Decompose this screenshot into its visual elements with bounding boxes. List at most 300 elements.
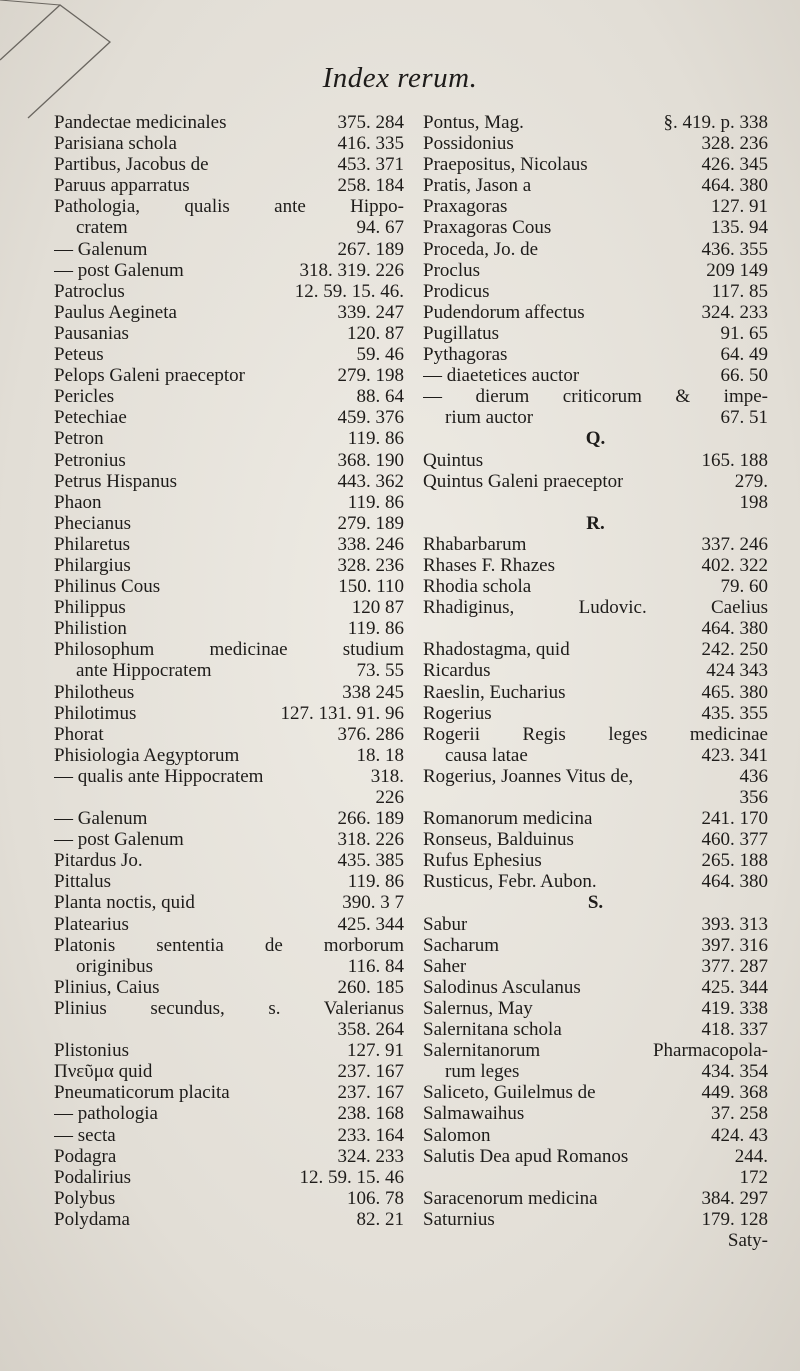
entry-page-refs: 127. 91 xyxy=(347,1040,404,1062)
index-entry xyxy=(423,576,768,597)
index-entry xyxy=(54,618,404,639)
entry-term: Possidonius xyxy=(423,133,514,155)
index-entry xyxy=(423,1019,768,1040)
index-entry xyxy=(54,745,404,766)
entry-term: cratem xyxy=(76,217,128,239)
entry-page-refs: 244. xyxy=(734,1145,768,1167)
entry-page-refs: 88. 64 xyxy=(356,386,404,408)
entry-term: Salomon xyxy=(423,1124,491,1146)
entry-term: Paulus Aegineta xyxy=(54,301,177,323)
entry-page-refs: 416. 335 xyxy=(337,133,404,155)
entry-term: Pneumaticorum placita xyxy=(54,1082,230,1104)
index-entry xyxy=(423,639,768,660)
entry-page-refs: 324. 233 xyxy=(701,301,768,323)
index-entry xyxy=(54,239,404,260)
entry-term: — post Galenum xyxy=(54,829,184,851)
entry-term: Philotheus xyxy=(54,681,135,703)
entry-page-refs: 390. 3 7 xyxy=(342,892,404,914)
entry-page-refs: 18. 18 xyxy=(356,744,404,766)
entry-page-refs: 418. 337 xyxy=(701,1019,768,1041)
entry-page-refs: 368. 190 xyxy=(337,449,404,471)
entry-page-refs: 419. 338 xyxy=(701,997,768,1019)
entry-term: Praxagoras Cous xyxy=(423,217,552,239)
index-entry xyxy=(54,365,404,386)
index-entry xyxy=(54,1082,404,1103)
entry-term: Plinius secundus, s. Valerianus xyxy=(54,997,404,1019)
entry-term: — qualis ante Hippocratem xyxy=(54,765,264,787)
entry-page-refs: 117. 85 xyxy=(711,280,768,302)
index-entry xyxy=(423,281,768,302)
entry-term: Pudendorum affectus xyxy=(423,301,585,323)
entry-term: — pathologia xyxy=(54,1103,158,1125)
entry-term: Rhabarbarum xyxy=(423,533,527,555)
entry-term: Paruus apparratus xyxy=(54,175,190,197)
entry-page-refs: 179. 128 xyxy=(701,1208,768,1230)
index-entry xyxy=(54,1188,404,1209)
entry-term: Praxagoras xyxy=(423,196,508,218)
entry-term: Ronseus, Balduinus xyxy=(423,829,574,851)
entry-page-refs: 165. 188 xyxy=(701,449,768,471)
index-entry xyxy=(54,1125,404,1146)
entry-term: Rogerius, Joannes Vitus de, xyxy=(423,765,634,787)
entry-term: Pontus, Mag. xyxy=(423,112,524,133)
entry-page-refs: 237. 167 xyxy=(337,1082,404,1104)
entry-term: Quintus xyxy=(423,449,484,471)
index-entry xyxy=(423,998,768,1019)
entry-page-refs: 465. 380 xyxy=(701,681,768,703)
entry-page-refs: 435. 385 xyxy=(337,850,404,872)
index-entry xyxy=(423,386,768,407)
entry-page-refs: 12. 59. 15. 46. xyxy=(294,280,404,302)
entry-term: Philargius xyxy=(54,554,131,576)
entry-page-refs: 116. 84 xyxy=(347,955,404,977)
entry-page-refs: 358. 264 xyxy=(337,1019,404,1041)
entry-page-refs: 79. 60 xyxy=(720,576,768,598)
entry-term: Proclus xyxy=(423,259,480,281)
entry-page-refs: 328. 236 xyxy=(701,133,768,155)
entry-term: Rhadiginus, Ludovic. Caelius xyxy=(423,597,768,619)
section-letter xyxy=(423,892,768,913)
entry-term: — diaetetices auctor xyxy=(423,365,580,387)
entry-term: — post Galenum xyxy=(54,259,184,281)
entry-term: Pelops Galeni praeceptor xyxy=(54,365,245,387)
index-entry xyxy=(54,787,404,808)
entry-page-refs: 237. 167 xyxy=(337,1061,404,1083)
entry-term: Proceda, Jo. de xyxy=(423,238,539,260)
entry-term: Rhadostagma, quid xyxy=(423,639,570,661)
entry-page-refs: 443. 362 xyxy=(337,470,404,492)
entry-page-refs: 434. 354 xyxy=(701,1061,768,1083)
index-entry xyxy=(423,787,768,808)
index-entry xyxy=(54,534,404,555)
entry-page-refs: 436. 355 xyxy=(701,238,768,260)
entry-term: Polydama xyxy=(54,1208,130,1230)
index-entry xyxy=(423,871,768,892)
index-entry xyxy=(54,682,404,703)
index-entry xyxy=(54,407,404,428)
entry-page-refs: 356 xyxy=(739,787,768,808)
index-entry xyxy=(423,766,768,787)
entry-term: Salernitanorum Pharmacopola- xyxy=(423,1040,768,1062)
entry-term: Plinius, Caius xyxy=(54,976,160,998)
entry-page-refs: 226 xyxy=(375,787,404,808)
entry-term: Πνεῦμα quid xyxy=(54,1061,153,1083)
index-entry xyxy=(423,724,768,745)
entry-term: Pandectae medicinales xyxy=(54,112,227,133)
index-entry xyxy=(423,175,768,196)
index-entry xyxy=(54,724,404,745)
entry-page-refs: 198 xyxy=(739,491,768,513)
index-entry xyxy=(423,1040,768,1061)
index-entry xyxy=(54,1061,404,1082)
entry-term: — Galenum xyxy=(54,808,148,830)
entry-term: Philippus xyxy=(54,597,126,619)
entry-page-refs: 120. 87 xyxy=(347,322,404,344)
index-entry xyxy=(423,1125,768,1146)
entry-term: Pythagoras xyxy=(423,344,508,366)
entry-page-refs: 453. 371 xyxy=(337,154,404,176)
index-entry xyxy=(54,260,404,281)
entry-page-refs: 119. 86 xyxy=(347,618,404,640)
entry-page-refs: 12. 59. 15. 46 xyxy=(299,1166,404,1188)
entry-page-refs: 279. xyxy=(734,470,768,492)
index-entry xyxy=(54,302,404,323)
entry-page-refs: 338. 246 xyxy=(337,533,404,555)
entry-page-refs: 339. 247 xyxy=(337,301,404,323)
entry-page-refs: 238. 168 xyxy=(337,1103,404,1125)
entry-term: Peteus xyxy=(54,344,104,366)
section-letter-label: S. xyxy=(587,892,604,914)
index-entry xyxy=(423,323,768,344)
index-entry xyxy=(423,1146,768,1167)
entry-term: Philosophum medicinae studium xyxy=(54,639,404,661)
entry-term: rium auctor xyxy=(445,407,534,429)
index-entry xyxy=(423,956,768,977)
index-entry xyxy=(423,1061,768,1082)
entry-page-refs: 119. 86 xyxy=(347,871,404,893)
entry-page-refs: 267. 189 xyxy=(337,238,404,260)
folded-corner-mark xyxy=(0,0,120,120)
index-entry xyxy=(423,492,768,513)
entry-page-refs: §. 419. p. 338 xyxy=(663,112,768,133)
entry-page-refs: 242. 250 xyxy=(701,639,768,661)
entry-term: Polybus xyxy=(54,1187,116,1209)
page-title: Index rerum. xyxy=(322,62,478,94)
index-entry xyxy=(54,450,404,471)
index-column-left xyxy=(54,112,404,1230)
entry-term: Platearius xyxy=(54,913,129,935)
entry-term: Petron xyxy=(54,428,104,450)
entry-page-refs: 449. 368 xyxy=(701,1082,768,1104)
index-entry xyxy=(423,450,768,471)
entry-term: Prodicus xyxy=(423,280,490,302)
index-entry xyxy=(423,534,768,555)
index-entry xyxy=(54,1103,404,1124)
entry-term: Petronius xyxy=(54,449,126,471)
entry-term: Petrus Hispanus xyxy=(54,470,177,492)
entry-page-refs: 328. 236 xyxy=(337,554,404,576)
entry-term: Philotimus xyxy=(54,702,137,724)
entry-page-refs: 265. 188 xyxy=(701,850,768,872)
entry-term: Saher xyxy=(423,955,467,977)
entry-page-refs: 436 xyxy=(739,765,768,787)
entry-term: Platonis sententia de morborum xyxy=(54,934,404,956)
entry-page-refs: Saty- xyxy=(727,1229,768,1251)
entry-page-refs: 338 245 xyxy=(342,681,404,703)
index-entry xyxy=(423,703,768,724)
entry-term: Pittalus xyxy=(54,871,112,893)
entry-term: Salutis Dea apud Romanos xyxy=(423,1145,629,1167)
entry-term: Podalirius xyxy=(54,1166,132,1188)
entry-term: Romanorum medicina xyxy=(423,808,593,830)
index-entry xyxy=(423,618,768,639)
entry-page-refs: 426. 345 xyxy=(701,154,768,176)
entry-page-refs: 435. 355 xyxy=(701,702,768,724)
entry-page-refs: 119. 86 xyxy=(347,491,404,513)
entry-page-refs: 424 343 xyxy=(706,660,768,682)
entry-term: causa latae xyxy=(445,744,528,766)
entry-term: Pausanias xyxy=(54,322,129,344)
entry-page-refs: 318. xyxy=(370,765,404,787)
entry-term: Raeslin, Eucharius xyxy=(423,681,566,703)
index-entry xyxy=(423,260,768,281)
index-entry xyxy=(54,386,404,407)
entry-page-refs: 377. 287 xyxy=(701,955,768,977)
entry-page-refs: 464. 380 xyxy=(701,618,768,640)
entry-term: Pugillatus xyxy=(423,322,500,344)
entry-term: Phisiologia Aegyptorum xyxy=(54,744,240,766)
index-entry xyxy=(423,196,768,217)
index-entry xyxy=(423,112,768,133)
index-entry xyxy=(423,745,768,766)
index-entry xyxy=(54,1167,404,1188)
entry-page-refs: 425. 344 xyxy=(701,976,768,998)
entry-term: Partibus, Jacobus de xyxy=(54,154,209,176)
entry-term: Phecianus xyxy=(54,512,132,534)
index-entry xyxy=(423,1103,768,1124)
entry-term: Salodinus Asculanus xyxy=(423,976,581,998)
index-entry xyxy=(54,196,404,217)
index-entry xyxy=(423,1230,768,1251)
entry-page-refs: 464. 380 xyxy=(701,871,768,893)
index-entry xyxy=(423,1188,768,1209)
entry-term: Sacharum xyxy=(423,934,499,956)
entry-page-refs: 258. 184 xyxy=(337,175,404,197)
section-letter xyxy=(423,428,768,449)
index-entry xyxy=(423,1167,768,1188)
entry-page-refs: 393. 313 xyxy=(701,913,768,935)
index-entry xyxy=(423,1209,768,1230)
entry-page-refs: 127. 91 xyxy=(711,196,768,218)
entry-term: Philaretus xyxy=(54,533,130,555)
entry-term: Pathologia, qualis ante Hippo- xyxy=(54,196,404,218)
entry-page-refs: 233. 164 xyxy=(337,1124,404,1146)
index-entry xyxy=(54,175,404,196)
index-entry xyxy=(54,1040,404,1061)
index-entry xyxy=(54,344,404,365)
index-entry xyxy=(54,956,404,977)
index-entry xyxy=(423,365,768,386)
entry-term: Salernus, May xyxy=(423,997,533,1019)
index-entry xyxy=(54,639,404,660)
entry-term: Saliceto, Guilelmus de xyxy=(423,1082,596,1104)
section-letter xyxy=(423,513,768,534)
entry-page-refs: 135. 94 xyxy=(711,217,768,239)
entry-term: Rhodia schola xyxy=(423,576,532,598)
entry-term: Rufus Ephesius xyxy=(423,850,542,872)
entry-page-refs: 324. 233 xyxy=(337,1145,404,1167)
entry-term: Salernitana schola xyxy=(423,1019,562,1041)
entry-page-refs: 279. 189 xyxy=(337,512,404,534)
index-entry xyxy=(54,914,404,935)
entry-page-refs: 66. 50 xyxy=(720,365,768,387)
entry-term: Podagra xyxy=(54,1145,117,1167)
entry-page-refs: 73. 55 xyxy=(356,660,404,682)
index-entry xyxy=(54,1146,404,1167)
entry-term: — Galenum xyxy=(54,238,148,260)
index-entry xyxy=(54,998,404,1019)
index-entry xyxy=(54,892,404,913)
entry-page-refs: 425. 344 xyxy=(337,913,404,935)
index-entry xyxy=(423,239,768,260)
entry-term: Phorat xyxy=(54,723,104,745)
index-entry xyxy=(423,344,768,365)
entry-term: Pitardus Jo. xyxy=(54,850,143,872)
entry-page-refs: 397. 316 xyxy=(701,934,768,956)
index-entry xyxy=(54,428,404,449)
entry-page-refs: 460. 377 xyxy=(701,829,768,851)
entry-term: Pericles xyxy=(54,386,115,408)
entry-page-refs: 318. 226 xyxy=(337,829,404,851)
section-letter-label: R. xyxy=(586,512,605,534)
index-entry xyxy=(54,597,404,618)
index-entry xyxy=(54,133,404,154)
entry-term: Pratis, Jason a xyxy=(423,175,532,197)
entry-term: Phaon xyxy=(54,491,102,513)
entry-page-refs: 91. 65 xyxy=(720,322,768,344)
index-entry xyxy=(54,871,404,892)
index-entry xyxy=(423,154,768,175)
entry-term: ante Hippocratem xyxy=(76,660,212,682)
index-entry xyxy=(54,576,404,597)
entry-page-refs: 337. 246 xyxy=(701,533,768,555)
entry-term: Plistonius xyxy=(54,1040,129,1062)
entry-page-refs: 150. 110 xyxy=(338,576,404,598)
entry-term: Philistion xyxy=(54,618,127,640)
entry-page-refs: 37. 258 xyxy=(711,1103,768,1125)
entry-page-refs: 127. 131. 91. 96 xyxy=(280,702,404,724)
entry-page-refs: 94. 67 xyxy=(356,217,404,239)
entry-page-refs: 402. 322 xyxy=(701,554,768,576)
index-entry xyxy=(54,829,404,850)
entry-page-refs: 67. 51 xyxy=(720,407,768,429)
section-letter-label: Q. xyxy=(585,428,606,450)
index-entry xyxy=(54,766,404,787)
entry-page-refs: 59. 46 xyxy=(356,344,404,366)
entry-page-refs: 106. 78 xyxy=(347,1187,404,1209)
entry-term: Salmawaihus xyxy=(423,1103,525,1125)
index-entry xyxy=(423,914,768,935)
entry-page-refs: 260. 185 xyxy=(337,976,404,998)
index-entry xyxy=(54,935,404,956)
index-entry xyxy=(423,977,768,998)
index-entry xyxy=(423,133,768,154)
entry-page-refs: 459. 376 xyxy=(337,407,404,429)
index-entry xyxy=(423,682,768,703)
entry-term: originibus xyxy=(76,955,154,977)
index-entry xyxy=(54,492,404,513)
entry-term: Sabur xyxy=(423,913,468,935)
entry-term: — dierum criticorum & impe- xyxy=(423,386,768,408)
entry-page-refs: 423. 341 xyxy=(701,744,768,766)
entry-term: Patroclus xyxy=(54,280,125,302)
index-entry xyxy=(54,660,404,681)
entry-page-refs: 375. 284 xyxy=(337,112,404,133)
entry-term: Planta noctis, quid xyxy=(54,892,195,914)
entry-term: Rogerius xyxy=(423,702,492,724)
entry-term: Parisiana schola xyxy=(54,133,177,155)
entry-page-refs: 318. 319. 226 xyxy=(299,259,404,281)
entry-page-refs: 120 87 xyxy=(351,597,404,619)
index-entry xyxy=(423,217,768,238)
entry-term: Rhases F. Rhazes xyxy=(423,554,555,576)
index-entry xyxy=(54,977,404,998)
index-entry xyxy=(423,597,768,618)
index-entry xyxy=(54,471,404,492)
entry-term: Rogerii Regis leges medicinae xyxy=(423,723,768,745)
index-entry xyxy=(423,302,768,323)
index-entry xyxy=(54,112,404,133)
entry-page-refs: 279. 198 xyxy=(337,365,404,387)
index-entry xyxy=(54,154,404,175)
index-entry xyxy=(423,555,768,576)
index-entry xyxy=(54,703,404,724)
entry-term: Praepositus, Nicolaus xyxy=(423,154,588,176)
entry-term: Quintus Galeni praeceptor xyxy=(423,470,624,492)
index-entry xyxy=(423,471,768,492)
index-entry xyxy=(54,555,404,576)
index-entry xyxy=(54,850,404,871)
index-entry xyxy=(423,808,768,829)
index-entry xyxy=(423,1082,768,1103)
index-entry xyxy=(54,281,404,302)
entry-term: Petechiae xyxy=(54,407,127,429)
index-entry xyxy=(54,808,404,829)
index-entry xyxy=(54,1209,404,1230)
entry-page-refs: 119. 86 xyxy=(347,428,404,450)
entry-page-refs: 172 xyxy=(739,1166,768,1188)
entry-term: Rusticus, Febr. Aubon. xyxy=(423,871,597,893)
entry-term: Saracenorum medicina xyxy=(423,1187,598,1209)
entry-page-refs: 266. 189 xyxy=(337,808,404,830)
entry-term: rum leges xyxy=(445,1061,520,1083)
index-entry xyxy=(423,935,768,956)
entry-page-refs: 64. 49 xyxy=(720,344,768,366)
entry-page-refs: 376. 286 xyxy=(337,723,404,745)
index-entry xyxy=(54,1019,404,1040)
index-entry xyxy=(54,513,404,534)
entry-page-refs: 424. 43 xyxy=(711,1124,768,1146)
index-entry xyxy=(54,323,404,344)
entry-term: Philinus Cous xyxy=(54,576,161,598)
entry-page-refs: 384. 297 xyxy=(701,1187,768,1209)
entry-page-refs: 241. 170 xyxy=(701,808,768,830)
index-entry xyxy=(423,407,768,428)
entry-page-refs: 82. 21 xyxy=(356,1208,404,1230)
entry-page-refs: 464. 380 xyxy=(701,175,768,197)
index-entry xyxy=(54,217,404,238)
index-column-right xyxy=(423,112,768,1251)
